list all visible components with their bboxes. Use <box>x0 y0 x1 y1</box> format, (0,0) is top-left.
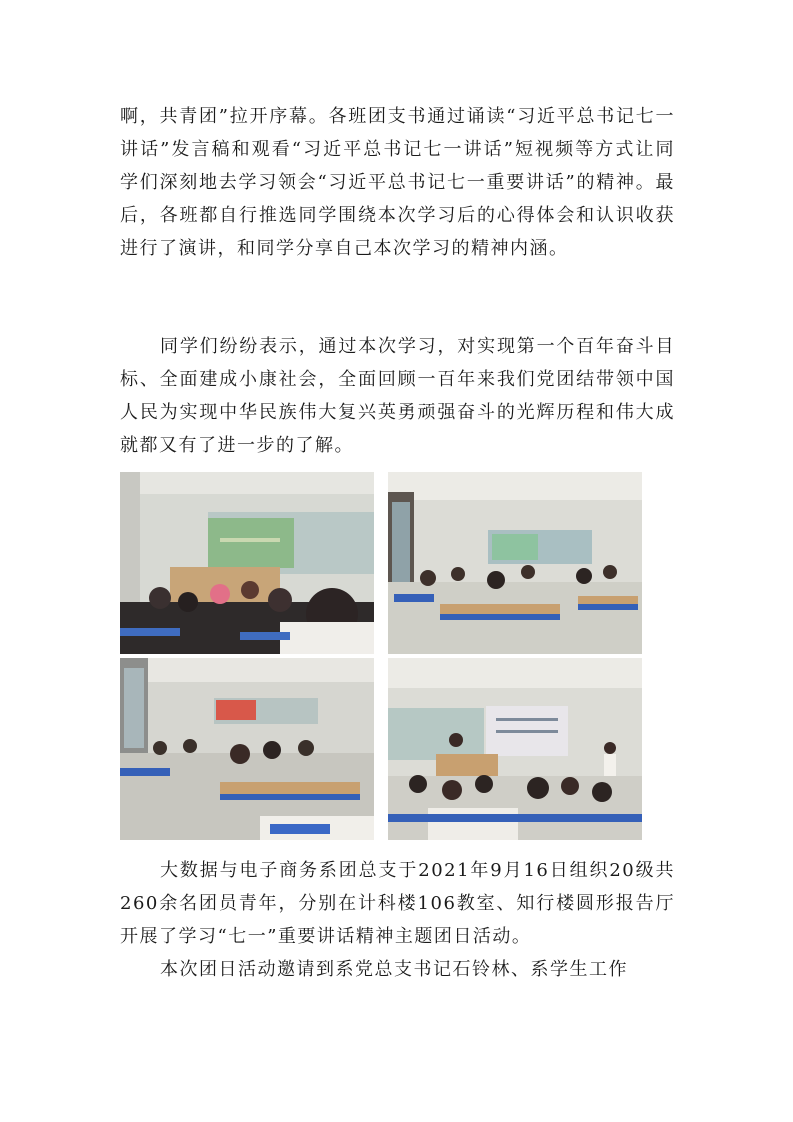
body-paragraph-3: 大数据与电子商务系团总支于2021年9月16日组织20级共260余名团员青年，分别在计科楼106教室、知行楼圆形报告厅开展了学习“七一”重要讲话精神主题团日活动。 <box>120 860 675 947</box>
classroom-photo-front-projector <box>120 472 374 654</box>
classroom-photo-wide-view <box>388 472 642 654</box>
body-paragraph-2: 同学们纷纷表示，通过本次学习，对实现第一个百年奋斗目标、全面建成小康社会，全面回顾一百年来我们党团结带领中国人民为实现中华民族伟大复兴英勇顽强奋斗的光辉历程和伟大成就都又有了进一步的了解。 <box>120 336 675 456</box>
body-paragraph-1: 啊，共青团”拉开序幕。各班团支书通过诵读“习近平总书记七一讲话”发言稿和观看“习近平总书记七一讲话”短视频等方式让同学们深刻地去学习领会“习近平总书记七一重要讲话”的精神。最后，各班都自行推选同学围绕本次学习后的心得体会和认识收获进行了演讲，和同学分享自己本次学习的精神内涵。 <box>120 106 675 259</box>
body-paragraph-4: 本次团日活动邀请到系党总支书记石铃林、系学生工作 <box>160 959 628 980</box>
classroom-photo-speaker-podium <box>388 658 642 840</box>
classroom-photo-rear-red-screen <box>120 658 374 840</box>
